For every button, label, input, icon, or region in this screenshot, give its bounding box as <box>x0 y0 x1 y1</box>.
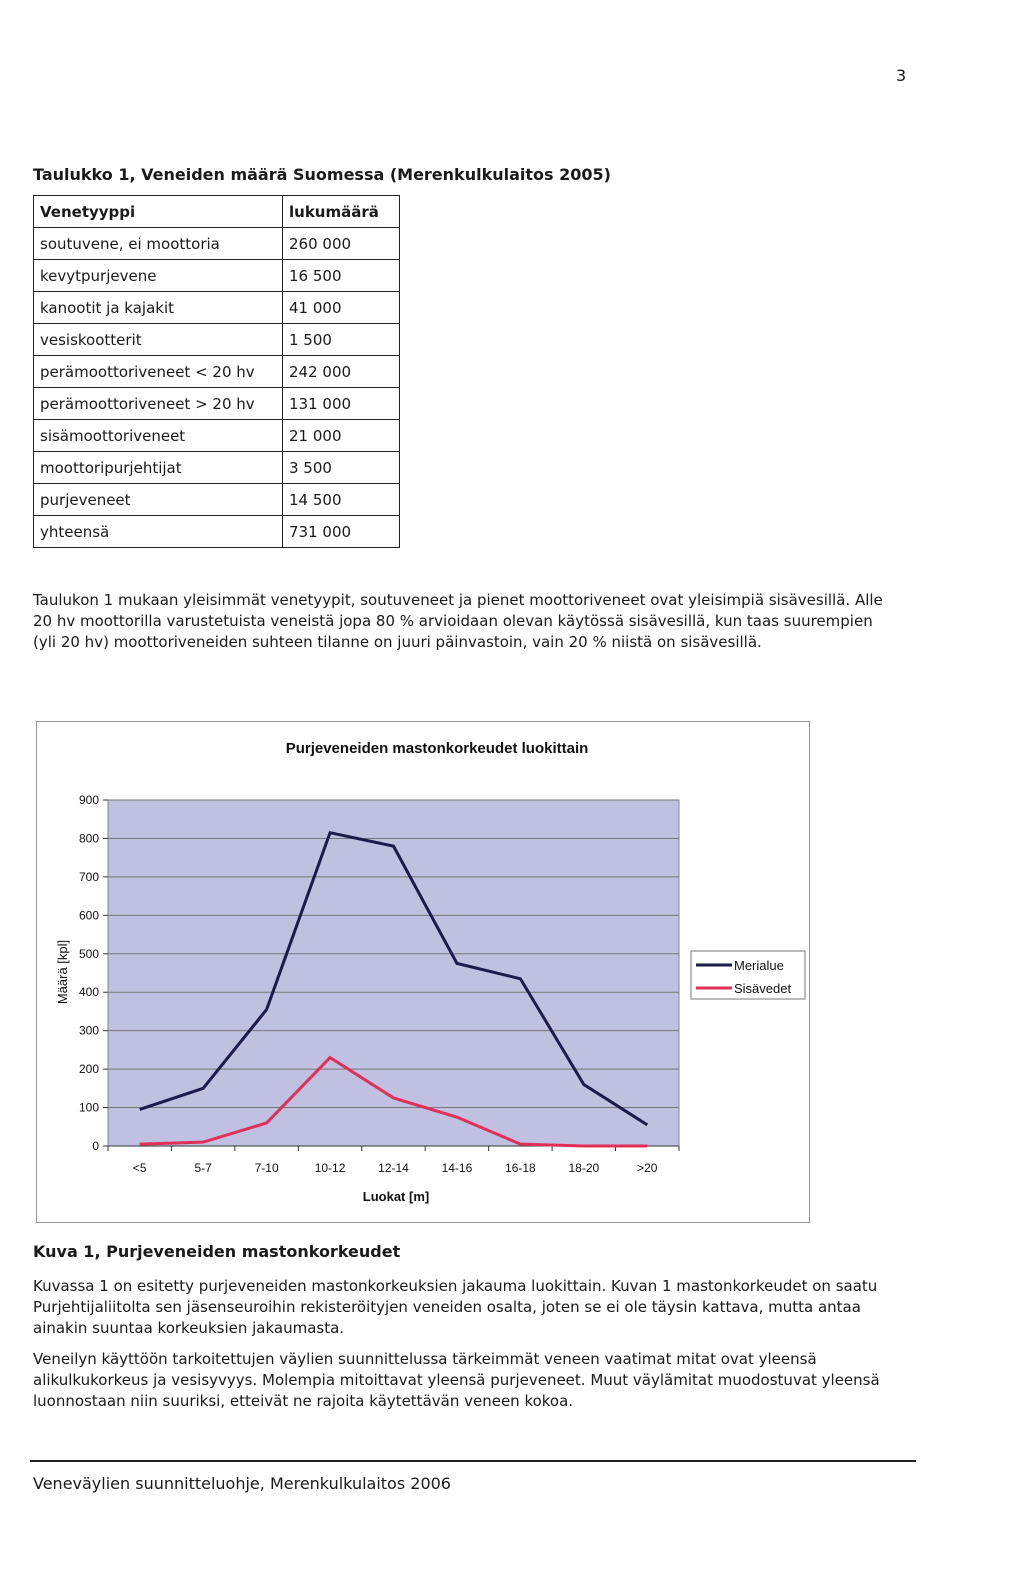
x-tick-label: 12-14 <box>378 1161 409 1175</box>
table-cell: perämoottoriveneet < 20 hv <box>34 356 283 388</box>
table-cell: 260 000 <box>283 228 400 260</box>
table-cell: moottoripurjehtijat <box>34 452 283 484</box>
x-axis-label: Luokat [m] <box>362 1189 430 1204</box>
y-tick-label: 500 <box>78 946 99 961</box>
table-cell: 3 500 <box>283 452 400 484</box>
table-header-row <box>34 196 400 228</box>
y-tick-label: 100 <box>78 1100 99 1115</box>
x-tick-label: 5-7 <box>194 1161 212 1175</box>
table-cell: 41 000 <box>283 292 400 324</box>
paragraph-waterway-design: Veneilyn käyttöön tarkoitettujen väylien suunnittelussa tärkeimmät veneen vaatimat mitat ovat yleensä alikulkukorkeus ja vesisyvyys. Molempia mitoittavat yleensä purjeveneet. Muut väylämitat muodostuvat yleensä luonnostaan niin suuriksi, etteivät ne rajoita käytettävän veneen kokoa. <box>33 1350 880 1410</box>
y-axis-label: Määrä [kpl] <box>55 939 70 1005</box>
table-cell: kanootit ja kajakit <box>34 292 283 324</box>
table-row <box>34 484 400 516</box>
table-cell: soutuvene, ei moottoria <box>34 228 283 260</box>
table-cell: 14 500 <box>283 484 400 516</box>
table-cell: kevytpurjevene <box>34 260 283 292</box>
paragraph-figure-description: Kuvassa 1 on esitetty purjeveneiden mastonkorkeuksien jakauma luokittain. Kuvan 1 mastonkorkeudet on saatu Purjehtijaliitolta sen jäsenseuroihin rekisteröityjen veneiden osalta, joten se ei ole täysin kattava, mutta antaa ainakin suuntaa korkeuksien jakaumasta. <box>33 1277 878 1337</box>
table-cell: 16 500 <box>283 260 400 292</box>
table-cell: 131 000 <box>283 388 400 420</box>
table-cell: 21 000 <box>283 420 400 452</box>
figure-caption: Kuva 1, Purjeveneiden mastonkorkeudet <box>33 1242 401 1261</box>
table-header-cell: lukumäärä <box>283 196 400 228</box>
table-row <box>34 356 400 388</box>
chart-legend <box>691 951 805 999</box>
table-row <box>34 388 400 420</box>
footer-text: Veneväylien suunnitteluohje, Merenkulkulaitos 2006 <box>33 1474 451 1493</box>
table-header-cell: Venetyyppi <box>34 196 283 228</box>
y-tick-label: 400 <box>78 985 99 1000</box>
boat-count-table <box>33 195 400 548</box>
y-tick-label: 300 <box>78 1023 99 1038</box>
paragraph-table-summary: Taulukon 1 mukaan yleisimmät venetyypit, soutuveneet ja pienet moottoriveneet ovat yleisimpiä sisävesillä. Alle 20 hv moottorilla varustetuista veneistä jopa 80 % arvioidaan olevan käytössä sisävesillä, kun taas suurempien (yli 20 hv) moottoriveneiden suhteen tilanne on juuri päinvastoin, vain 20 % niistä on sisävesillä. <box>33 591 883 651</box>
table-caption: Taulukko 1, Veneiden määrä Suomessa (Merenkulkulaitos 2005) <box>33 165 611 184</box>
table-cell: perämoottoriveneet > 20 hv <box>34 388 283 420</box>
table-row <box>34 516 400 548</box>
y-tick-label: 900 <box>78 793 99 807</box>
y-tick-label: 0 <box>92 1139 99 1153</box>
chart-canvas <box>37 722 811 1224</box>
table-cell: sisämoottoriveneet <box>34 420 283 452</box>
table-cell: vesiskootterit <box>34 324 283 356</box>
x-tick-label: 18-20 <box>568 1161 600 1175</box>
y-tick-label: 600 <box>78 908 99 923</box>
x-tick-label: <5 <box>132 1161 147 1175</box>
table-cell: 242 000 <box>283 356 400 388</box>
x-tick-label: >20 <box>637 1161 658 1175</box>
legend-label: Merialue <box>734 958 784 973</box>
table-row <box>34 228 400 260</box>
table-cell: purjeveneet <box>34 484 283 516</box>
x-tick-label: 7-10 <box>254 1161 279 1175</box>
y-tick-label: 800 <box>78 831 99 846</box>
table-row <box>34 260 400 292</box>
y-tick-label: 200 <box>78 1062 99 1077</box>
y-tick-label: 700 <box>78 869 99 884</box>
plot-background <box>108 800 679 1146</box>
x-tick-label: 10-12 <box>314 1161 346 1175</box>
table-row <box>34 324 400 356</box>
legend-label: Sisävedet <box>734 981 792 996</box>
table-cell: 731 000 <box>283 516 400 548</box>
table-row <box>34 420 400 452</box>
plot-area <box>79 793 679 1175</box>
chart-title: Purjeveneiden mastonkorkeudet luokittain <box>285 740 589 757</box>
footer-divider <box>30 1460 916 1462</box>
x-tick-label: 16-18 <box>505 1161 536 1175</box>
x-tick-label: 14-16 <box>441 1161 473 1175</box>
table-cell: yhteensä <box>34 516 283 548</box>
table-row <box>34 452 400 484</box>
table-cell: 1 500 <box>283 324 400 356</box>
mast-height-chart <box>36 721 810 1223</box>
table-row <box>34 292 400 324</box>
page-number: 3 <box>896 66 907 85</box>
